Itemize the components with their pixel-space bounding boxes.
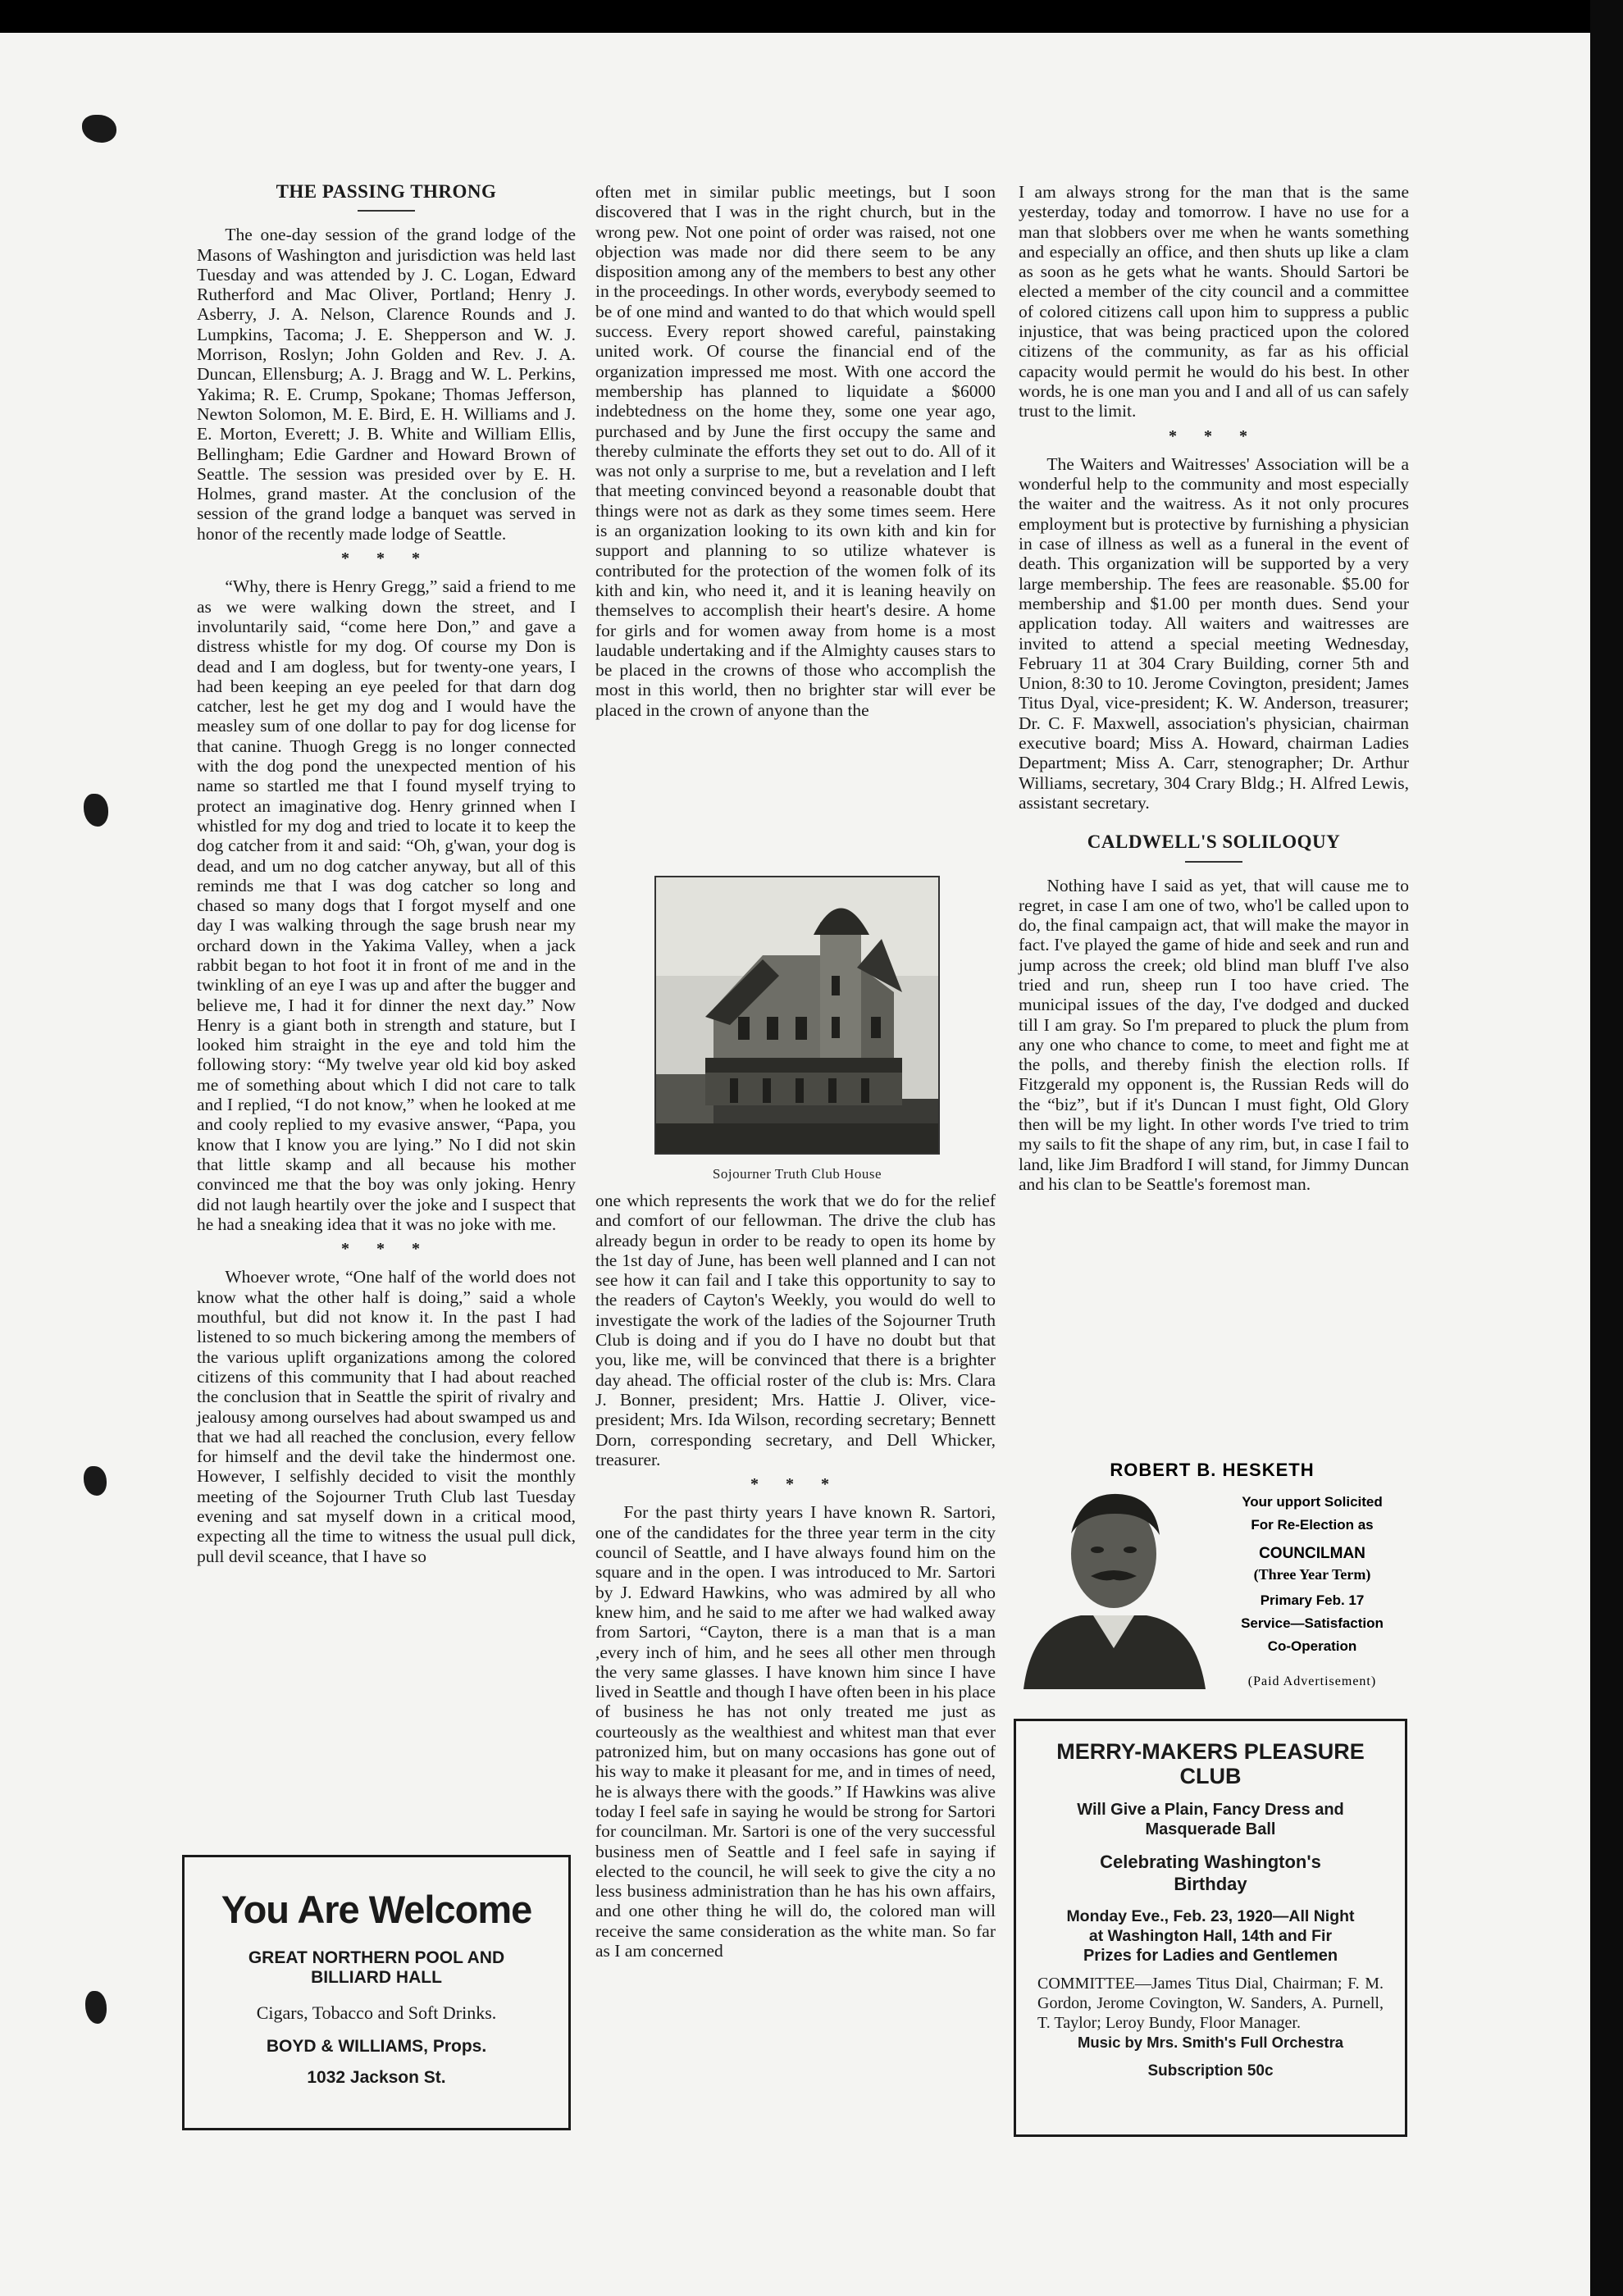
headline-rule	[1185, 861, 1242, 863]
merry-ad-line: Celebrating Washington's	[1100, 1852, 1321, 1872]
article-paragraph: one which represents the work that we do for the relief and comfort of our fellowman. The drive the club has already begun in order to be ready to open its home by the 1st day of June, has been well planned and I can not see how it can fail and I take this opportunity to say to the readers of Cayton's Weekly, you would do well to investigate the work of the ladies of the Sojourner Truth Club is doing and if you do I have no doubt but that you, like me, will be convinced that there is a brighter day ahead. The official roster of the club is: Mrs. Clara J. Bonner, president; Mrs. Hattie J. Oliver, vice-president; Mrs. Ida Wilson, recording secretary; Bennett Dorn, corresponding secretary, and Dell Whicker, treasurer.	[595, 1191, 996, 1469]
merry-ad-committee: COMMITTEE—James Titus Dial, Chairman; F. M. Gordon, Jerome Covington, W. Sanders, A. Purnell, T. Taylor; Leroy Bundy, Floor Manager.	[1037, 1975, 1384, 2032]
welcome-ad-title: You Are Welcome	[221, 1888, 532, 1931]
hesketh-ad-line: (Three Year Term)	[1253, 1566, 1371, 1583]
merry-ad-line: at Washington Hall, 14th and Fir	[1088, 1927, 1333, 1945]
hesketh-ad-line: Primary Feb. 17	[1260, 1592, 1365, 1608]
scan-blemish	[85, 1991, 107, 2024]
article-paragraph: The Waiters and Waitresses' Association will be a wonderful help to the community and most especially the waiter and the waitress. As it not only procures employment but is protective by furnishing a physician in case of illness as well as a funeral in the event of death. This organization will be supported by a very large membership. The fees are reasonable. $5.00 for membership and $1.00 per month dues. Send your application today. All waiters and waitresses are invited to attend a special meeting Wednesday, February 11 at 304 Crary Building, corner 5th and Union, 8:30 to 10. Jerome Covington, president; James Titus Dyal, vice-president; K. W. Anderson, treasurer; Dr. C. F. Maxwell, association's physician, chairman executive board; Miss A. Howard, chairman Ladies Department; Miss A. Carr, stenographer; Dr. Arthur Williams, secretary, 304 Crary Bldg.; H. Alfred Lewis, assistant secretary.	[1019, 453, 1409, 813]
section-separator: * * *	[341, 549, 431, 568]
column-2	[595, 182, 996, 725]
hesketh-advertisement	[1015, 1442, 1409, 1704]
scan-edge	[1590, 0, 1623, 2296]
hesketh-ad-line: COUNCILMAN	[1259, 1545, 1365, 1562]
hesketh-ad-line: Your upport Solicited	[1242, 1494, 1383, 1510]
article-paragraph: I am always strong for the man that is the same yesterday, today and tomorrow. I have no use for a man that slobbers over me when he wants something and especially an office, and then shuts up like a clam as soon as he gets what he wants. Should Sartori be elected a member of the city council and a committee of colored citizens call upon him to suppress a public injustice, that was being practiced upon the colored citizens of the community, as far as his official capacity would permit he would do his best. In other words, he is one man you and I and all of us can safely trust to the limit.	[1019, 182, 1409, 421]
welcome-ad-line: Cigars, Tobacco and Soft Drinks.	[256, 2002, 497, 2023]
club-house-photo	[654, 876, 940, 1155]
merry-makers-advertisement	[1014, 1719, 1407, 2137]
column-1	[197, 182, 576, 1571]
house-illustration	[656, 877, 938, 1153]
welcome-ad-line: GREAT NORTHERN POOL AND	[248, 1948, 505, 1967]
welcome-ad-line: 1032 Jackson St.	[307, 2068, 446, 2087]
welcome-ad-line: BOYD & WILLIAMS, Props.	[266, 2037, 487, 2056]
merry-ad-music: Music by Mrs. Smith's Full Orchestra	[1077, 2034, 1344, 2051]
merry-ad-title: MERRY-MAKERS PLEASURE	[1056, 1739, 1365, 1764]
hesketh-ad-line: Co-Operation	[1267, 1638, 1357, 1654]
article-paragraph: Whoever wrote, “One half of the world does not know what the other half is doing,” said a whole mouthful, but did not know it. In the past I had listened to so much bickering among the members of the various uplift organizations among the colored citizens of this community that I had about reached the conclusion that in Seattle the spirit of rivalry and jealousy among ourselves had about swamped us and that we had all reached the conclusion, every fellow for himself and the devil take the hindermost one. However, I selfishly decided to visit the monthly meeting of the Sojourner Truth Club last Tuesday evening and sat myself down in a critical mood, expecting all the time to witness the usual pull dick, pull devil sceance, that I have so	[197, 1267, 576, 1566]
welcome-advertisement	[182, 1855, 571, 2130]
hesketh-ad-line: For Re-Election as	[1251, 1517, 1374, 1533]
welcome-ad-line: BILLIARD HALL	[311, 1968, 442, 1987]
section-separator: * * *	[341, 1240, 431, 1259]
headline-caldwell-soliloquy: CALDWELL'S SOLILOQUY	[1087, 831, 1341, 853]
merry-ad-line: Prizes for Ladies and Gentlemen	[1083, 1947, 1338, 1965]
merry-ad-line: Masquerade Ball	[1145, 1820, 1276, 1838]
article-paragraph: often met in similar public meetings, but I soon discovered that I was in the right church, but in the wrong pew. Not one point of order was raised, not one objection was made nor did there seem to be any disposition among any of the members to best any other in the proceedings. In other words, everybody seemed to be of one mind and wanted to do that which would spell success. Every report showed careful, painstaking united work. Of course the financial end of the organization impressed me most. With one accord the membership has planned to liquidate a $6000 indebtedness on the home they, some one year ago, purchased and by June the first occupy the same and thereby culminate the efforts they set out to do. All of it was not only a surprise to me, but a revelation and I left that meeting convinced beyond a reasonable doubt that things were not as dark as they some times seem. Here is an organization looking to its own kith and kin for support and planning to so utilize whatever is contributed for the protection of the women folk of its kith and kin, who need it, and it is leaning heavily on themselves to accomplish their heart's desire. A home for girls and for women away from home is a most laudable undertaking and if the Almighty causes stars to be placed in the crowns of those who accomplish the most in this world, then no brighter star will ever be placed in the crown of anyone than the	[595, 182, 996, 720]
headline-passing-throng: THE PASSING THRONG	[276, 181, 497, 202]
section-separator: * * *	[750, 1475, 841, 1494]
merry-ad-line: Will Give a Plain, Fancy Dress and	[1077, 1801, 1344, 1819]
photo-caption: Sojourner Truth Club House	[712, 1166, 882, 1182]
hesketh-ad-name: ROBERT B. HESKETH	[1110, 1460, 1315, 1480]
merry-ad-subscription: Subscription 50c	[1147, 2062, 1274, 2080]
article-paragraph: For the past thirty years I have known R. Sartori, one of the candidates for the three year term in the city council of Seattle, and I have always found him on the square and in the open. I was introduced to Mr. Sartori by J. Edward Hawkins, who was admired by all who knew him, and he said to me after we had walked away from Sartori, “Cayton, there is a man that is a man ,every inch of him, and he sees all other men through the very same glasses. I have known him since I have lived in Seattle and though I have often been in his place of business he has not only treated me just as courteously as the wealthiest and whitest man that ever patronized him, but on many occasions has gone out of his way to make it pleasant for me, and in times of need, he is always there with the goods.” If Hawkins was alive today I feel safe in saying he would be strong for Sartori for councilman. Mr. Sartori is one of the very successful business men of Seattle and I feel safe in saying if elected to the council, he will seek to give the city a no less business administration than he has his own affairs, and one other thing he will do, the colored man will receive the same consideration as the white man. So far as I am concerned	[595, 1502, 996, 1961]
article-paragraph: “Why, there is Henry Gregg,” said a friend to me as we were walking down the street, and I involuntarily said, “come here Don,” and gave a distress whistle for my dog. Of course my Don is dead and I am dogless, but for twenty-one years, I had been keeping an eye peeled for that darn dog catcher, lest he get my dog and I would have the measley sum of one dollar to pay for dog license for that canine. Thuogh Gregg is no longer connected with the dog pond the unexpected mention of his name so startled me that I found myself trying to protect an imaginative dog. Henry grinned when I whistled for my dog and tried to locate it to keep the dog catcher from it and said: “Oh, g'wan, your dog is dead, and um no dog catcher anyway, but all of this reminds me that I was dog catcher so long and chased so many dogs that I forgot myself and one day I was walking through the sage brush near my orchard down in the Yakima Valley, when a jack rabbit began to hot foot it in front of me and in the twinkling of an eye I was up and after the bugger and believe me, I had it for dinner the next day.” Now Henry is a giant both in strength and stature, but I looked him straight in the eye and told him the following story: “My twelve year old kid boy asked me of something about which I did not care to talk and I replied, “I do not know,” when he looked at me and cooly replied to my evasive answer, “Papa, you know that I know you are lying.” No I did not skin that little skamp and all because his mother convinced me that the boy was only joking. Henry did not laugh heartily over the joke and I suspect that he had a sneaking idea that it was no joke with me.	[197, 576, 576, 1234]
merry-ad-line: Birthday	[1174, 1874, 1247, 1894]
hesketh-ad-line: Service—Satisfaction	[1241, 1615, 1384, 1631]
hesketh-portrait	[1015, 1484, 1212, 1689]
column-2-continued	[595, 1191, 996, 1966]
merry-ad-line: Monday Eve., Feb. 23, 1920—All Night	[1066, 1907, 1355, 1925]
section-separator: * * *	[1169, 426, 1259, 445]
paid-advertisement-note: (Paid Advertisement)	[1247, 1674, 1377, 1688]
merry-ad-title: CLUB	[1179, 1764, 1242, 1788]
column-3	[1019, 182, 1409, 1199]
headline-rule	[358, 210, 415, 212]
article-paragraph: The one-day session of the grand lodge of the Masons of Washington and jurisdiction was held last Tuesday and was attended by J. C. Logan, Edward Rutherford and Mac Oliver, Portland; Henry J. Asberry, J. A. Nelson, Clarence Rounds and J. Lumpkins, Tacoma; J. E. Shepperson and W. J. Morrison, Roslyn; John Golden and Rev. J. A. Duncan, Ellensburg; A. J. Bragg and W. L. Perkins, Yakima; R. E. Crump, Spokane; Thomas Jefferson, Newton Solomon, M. E. Bird, E. H. Williams and J. E. Morton, Everett; J. B. White and William Ellis, Bellingham; Edie Gardner and Howard Brown of Seattle. The session was presided over by E. H. Holmes, grand master. At the conclusion of the session of the grand lodge a banquet was served in honor of the recently made lodge of Seattle.	[197, 225, 576, 544]
article-paragraph: Nothing have I said as yet, that will cause me to regret, in case I am one of two, who'l be called upon to do, the final campaign act, that will make the mayor in fact. I've played the game of hide and seek and run and jump across the creek; old blind man bluff I've also tried and run, sheep run I too have cried. The municipal issues of the day, I've dodged and ducked till I am gray. So I'm prepared to pluck the plum from any one who chance to come, to meet and fight me at the polls, and thereby finish the election rolls. If Fitzgerald my opponent is, the Russian Reds will do the “biz”, but if it's Duncan I must fight, Old Glory then will be my light. In other words I've tried to trim my sails to fit the shape of any rim, but, in case I fail to land, like Jim Bradford I will stand, for Jimmy Duncan and his clan to be Seattle's foremost man.	[1019, 875, 1409, 1194]
